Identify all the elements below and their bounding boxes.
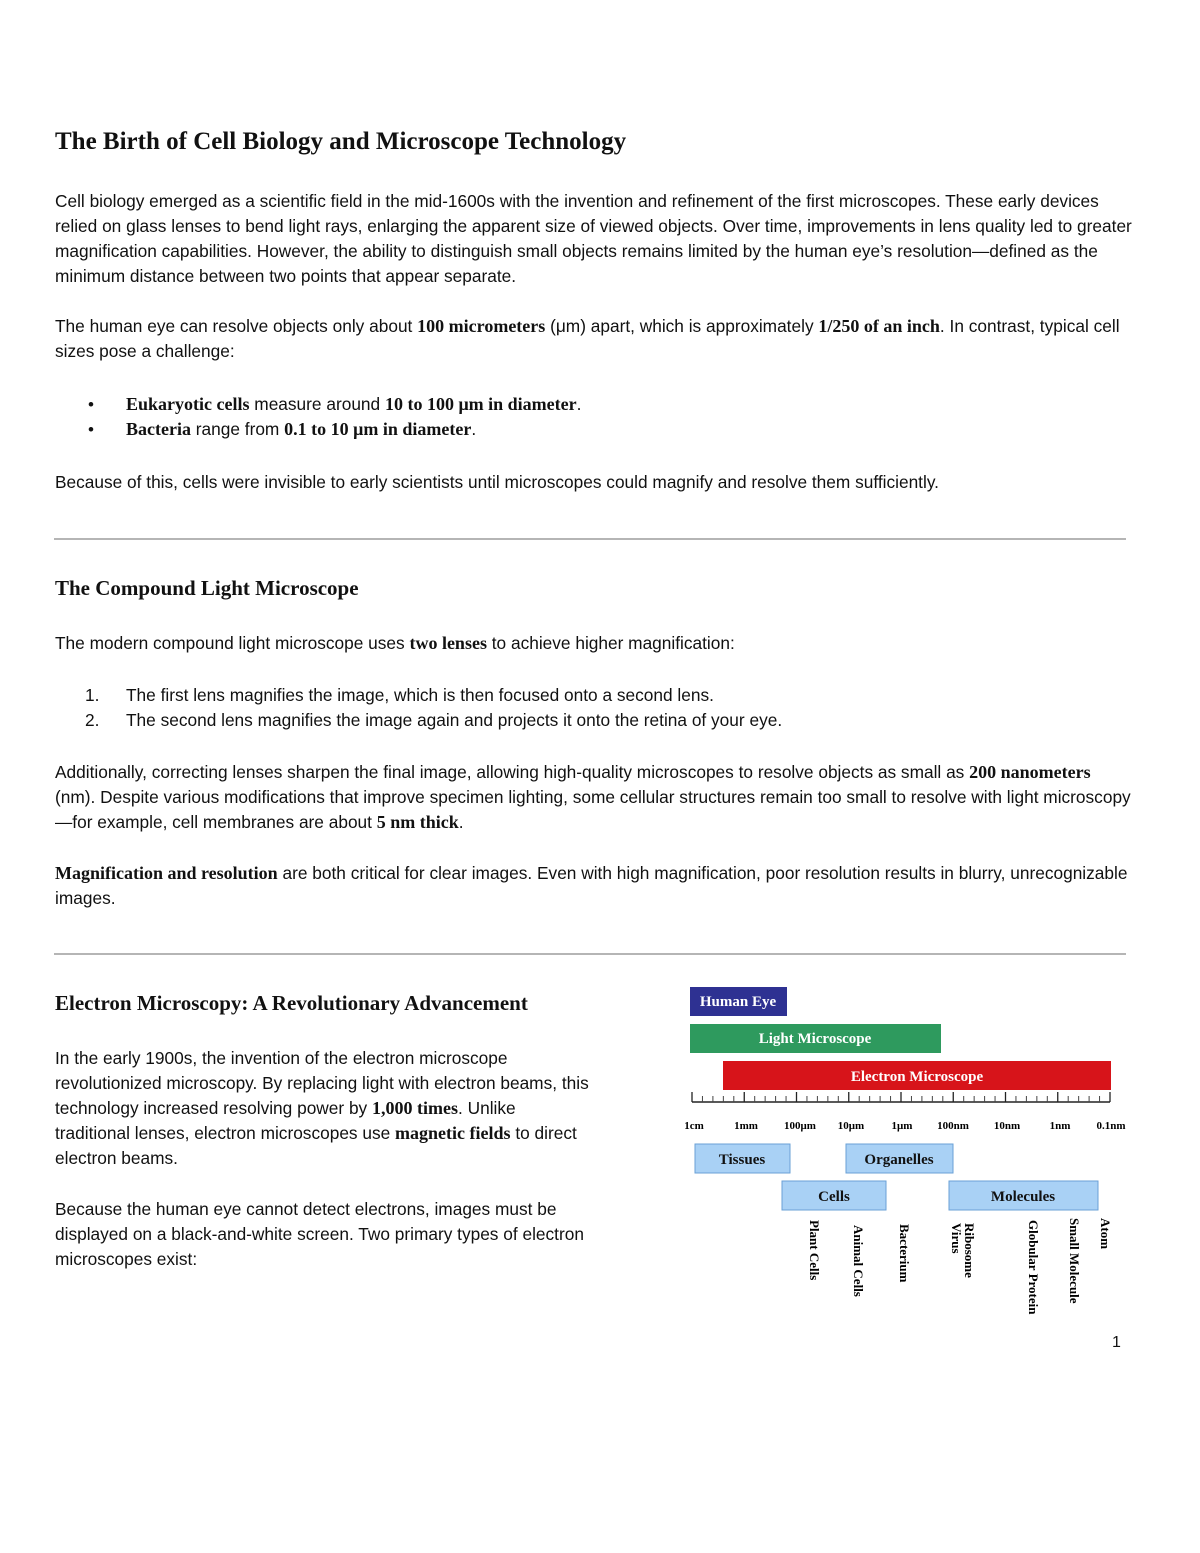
bold-magnification-resolution: Magnification and resolution	[55, 863, 278, 883]
list-item-end: .	[576, 394, 582, 414]
bold-magnetic-fields: magnetic fields	[395, 1123, 511, 1143]
text-run: In the early 1900s, the invention of the electron microscope revolutionized microscopy. By replacing light with electron beams, this technology increased resolving power by	[55, 1048, 589, 1118]
text-run: .	[458, 812, 464, 832]
paragraph-electron-microscope	[55, 1046, 595, 1171]
text-run: . In contrast, typical cell sizes pose a challenge:	[55, 316, 1120, 361]
example-label: Small Molecule	[1067, 1218, 1082, 1304]
scale-label: 1cm	[684, 1120, 704, 1132]
example-label: Animal Cells	[851, 1225, 866, 1297]
example-label: Bacterium	[897, 1224, 912, 1283]
list-item-term: Bacteria	[126, 419, 191, 439]
example-label: Atom	[1098, 1218, 1113, 1250]
scale-label: 1nm	[1049, 1120, 1071, 1132]
scale-label: 0.1nm	[1096, 1120, 1126, 1132]
section-divider	[54, 953, 1126, 955]
cell-size-list	[55, 392, 1135, 442]
list-item-value: 0.1 to 10 μm in diameter	[284, 419, 472, 439]
text-run: The human eye can resolve objects only about	[55, 316, 418, 336]
number-marker: 1.	[85, 685, 100, 705]
list-item-text: The second lens magnifies the image again and projects it onto the retina of your eye.	[126, 710, 783, 730]
text-run: Additionally, correcting lenses sharpen the final image, allowing high-quality microscopes to resolve objects as small as	[55, 762, 970, 782]
example-label: Virus	[949, 1223, 964, 1254]
text-run: are both critical for clear images. Even with high magnification, poor resolution results in blurry, unrecognizable images.	[55, 863, 1128, 908]
scale-label: 100nm	[937, 1120, 969, 1132]
text-run: (nm). Despite various modifications that improve specimen lighting, some cellular structures remain too small to resolve with light microscopy—for example, cell membranes are about	[55, 787, 1131, 832]
bold-inch-fraction: 1/250 of an inch	[818, 316, 940, 336]
scale-label: 1μm	[891, 1120, 913, 1132]
list-item	[55, 708, 1135, 733]
organelles-label: Organelles	[864, 1152, 934, 1168]
section-title-electron-microscopy: Electron Microscopy: A Revolutionary Advancement	[55, 991, 528, 1015]
text-run: . Unlike traditional lenses, electron microscopes use	[55, 1098, 516, 1143]
paragraph-eye-resolution	[55, 314, 1135, 364]
list-item-text: range from	[190, 419, 285, 439]
scale-label: 1mm	[734, 1120, 758, 1132]
section-divider	[54, 538, 1126, 540]
paragraph-cells-invisible: Because of this, cells were invisible to early scientists until microscopes could magnify and resolve them sufficiently.	[55, 472, 939, 492]
page-number: 1	[1112, 1334, 1121, 1351]
light-microscope-label: Light Microscope	[758, 1031, 872, 1047]
molecules-label: Molecules	[990, 1189, 1056, 1205]
bold-200-nanometers: 200 nanometers	[969, 762, 1091, 782]
bullet-marker: •	[88, 420, 94, 439]
scale-label: 10μm	[837, 1120, 865, 1132]
list-item	[55, 683, 1135, 708]
example-label: Plant Cells	[807, 1220, 822, 1281]
text-run: to achieve higher magnification:	[486, 633, 735, 653]
paragraph-intro: Cell biology emerged as a scientific field in the mid-1600s with the invention and refinement of the first microscopes. These early devices relied on glass lenses to bend light rays, enlarging the apparent size of viewed objects. Over time, improvements in lens quality led to greater magnification capabilities. However, the ability to distinguish small objects remains limited by the human eye’s resolution—defined as the minimum distance between two points that appear separate.	[55, 191, 1132, 286]
scale-axis	[692, 1092, 1110, 1102]
paragraph-two-lenses	[55, 631, 1135, 656]
electron-microscope-label: Electron Microscope	[850, 1069, 984, 1085]
resolution-scale-svg	[680, 980, 1140, 1325]
human-eye-label: Human Eye	[699, 994, 777, 1010]
paragraph-correcting-lenses	[55, 760, 1135, 835]
scale-label: 10nm	[993, 1120, 1021, 1132]
tissues-label: Tissues	[718, 1152, 766, 1168]
example-label: Ribosome	[962, 1223, 977, 1278]
section-title-compound-microscope: The Compound Light Microscope	[55, 576, 359, 600]
paragraph-magnification-resolution	[55, 861, 1135, 911]
text-run: The modern compound light microscope uses	[55, 633, 410, 653]
scale-label: 100μm	[784, 1120, 816, 1132]
list-item-end: .	[471, 419, 477, 439]
bullet-marker: •	[88, 395, 94, 414]
paragraph-electron-screen: Because the human eye cannot detect electrons, images must be displayed on a black-and-white screen. Two primary types of electron microscopes exist:	[55, 1199, 584, 1269]
list-item-value: 10 to 100 μm in diameter	[384, 394, 577, 414]
resolution-scale-figure	[680, 980, 1140, 1325]
cells-label: Cells	[818, 1189, 850, 1205]
list-item-text: measure around	[249, 394, 385, 414]
bold-100-micrometers: 100 micrometers	[417, 316, 546, 336]
list-item-term: Eukaryotic cells	[126, 394, 250, 414]
list-item	[55, 417, 1135, 442]
bold-1000-times: 1,000 times	[372, 1098, 458, 1118]
list-item	[55, 392, 1135, 417]
number-marker: 2.	[85, 710, 100, 730]
lens-steps-list	[55, 683, 1135, 733]
bold-two-lenses: two lenses	[409, 633, 487, 653]
list-item-text: The first lens magnifies the image, which is then focused onto a second lens.	[126, 685, 714, 705]
text-run: (μm) apart, which is approximately	[545, 316, 819, 336]
bold-5nm-thick: 5 nm thick	[376, 812, 459, 832]
example-label: Globular Protein	[1026, 1220, 1041, 1315]
section-title-cell-biology: The Birth of Cell Biology and Microscope Technology	[55, 128, 627, 155]
text-run: to direct electron beams.	[55, 1123, 577, 1168]
